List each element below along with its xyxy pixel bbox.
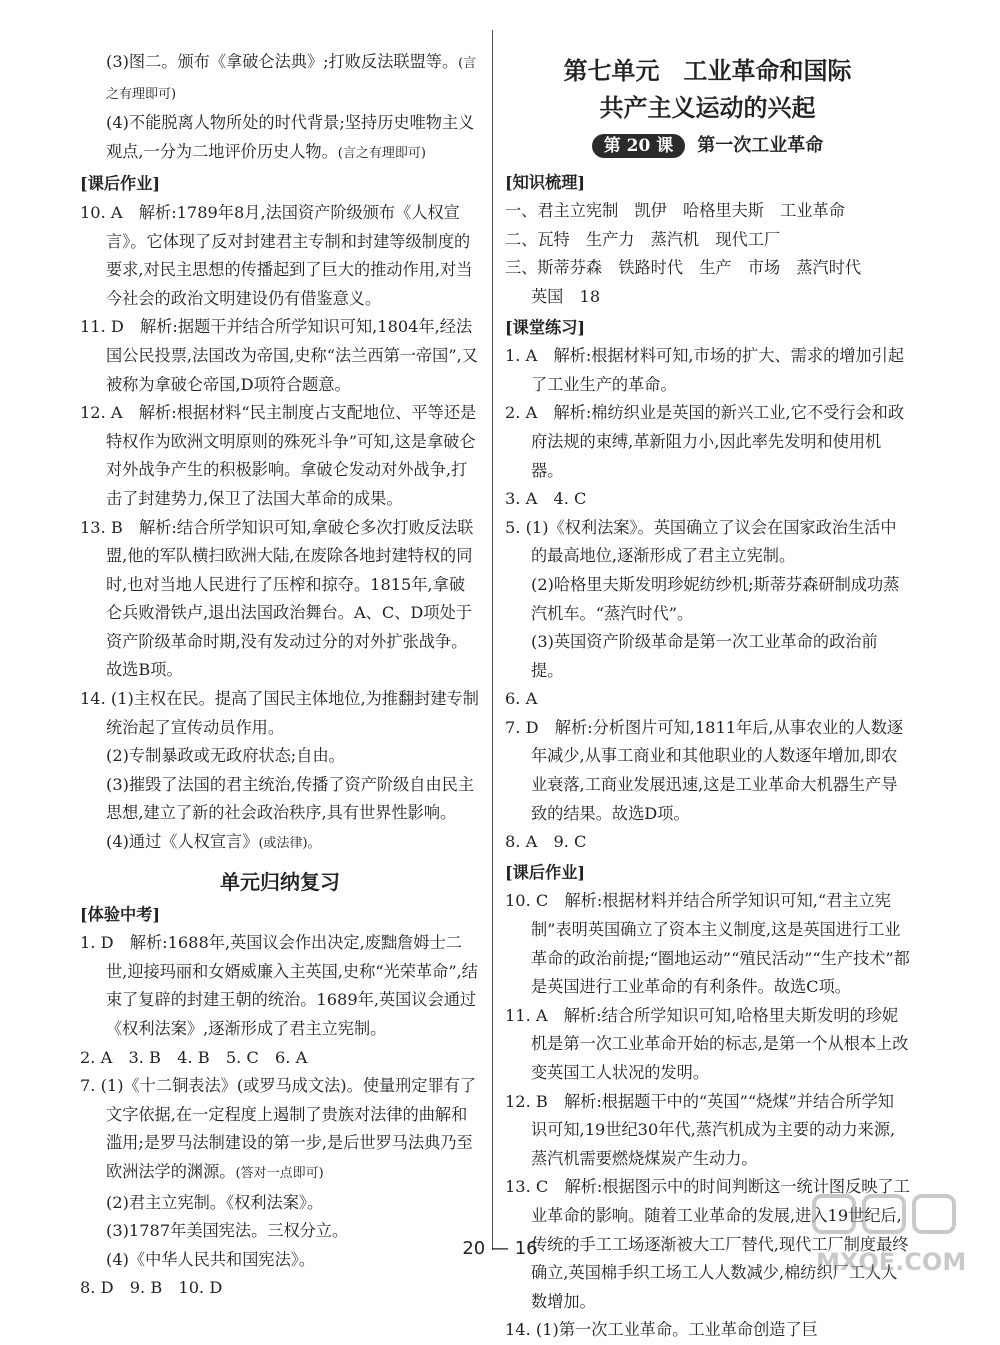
page-number: 20 — 16	[462, 1238, 538, 1259]
answer-item	[505, 714, 910, 828]
answer-item	[80, 313, 480, 399]
answer-text: 3. A 4. C	[505, 489, 587, 509]
answer-text: 单元归纳复习	[220, 869, 340, 894]
answer-text: 1. A 解析:根据材料可知,市场的扩大、需求的增加引起了工业生产的革命。	[505, 346, 905, 394]
answer-note: (或法律)。	[258, 836, 321, 852]
answer-text: (2)君主立宪制。《权利法案》。	[106, 1192, 324, 1212]
answer-text: 5. (1)《权利法案》。英国确立了议会在国家政治生活中的最高地位,逐渐形成了君主立宪制。	[505, 517, 897, 566]
answer-text: (3)英国资产阶级革命是第一次工业革命的政治前提。	[531, 632, 878, 680]
section-heading	[505, 314, 910, 343]
unit-title-line1: 第七单元 工业革命和国际	[563, 56, 852, 85]
answer-item	[505, 254, 910, 283]
answer-item	[80, 929, 480, 1043]
answer-text: 12. B 解析:根据题干中的“英国”“烧煤”并结合所学知识可知,19世纪30年代,蒸汽机成为主要的动力来源,蒸汽机需要燃烧煤炭产生动力。	[505, 1091, 896, 1168]
answer-text: 一、君主立宪制 凯伊 哈格里夫斯 工业革命	[505, 201, 845, 221]
answer-item	[505, 197, 910, 226]
answer-item	[80, 199, 480, 313]
answer-text: [知识梳理]	[505, 172, 586, 192]
answer-text: (4)不能脱离人物所处的时代背景;坚持历史唯物主义观点,一分为二地评价历史人物。	[106, 113, 475, 161]
answer-item	[80, 1044, 480, 1073]
answer-text: 13. C 解析:根据图示中的时间判断这一统计图反映了工业革命的影响。随着工业革命的发展,进入19世纪后,传统的手工工场逐渐被大工厂替代,现代工厂制度最终确立,英国棉手织工场工人人数减少,棉纺织厂工人人数增加。	[505, 1177, 910, 1311]
answer-text: 14. (1)主权在民。提高了国民主体地位,为推翻封建专制统治起了宣传动员作用。	[80, 689, 479, 737]
answer-text: [体验中考]	[80, 904, 161, 924]
lesson-badge: 第 20 课	[592, 134, 686, 158]
answer-note: (答对一点即可)	[235, 1165, 324, 1181]
answer-item	[80, 742, 480, 771]
answer-item	[505, 399, 910, 485]
answer-text: 12. A 解析:根据材料“民主制度占支配地位、平等还是特权作为欧洲文明原则的殊死斗争”可知,这是拿破仑对外战争产生的积极影响。拿破仑发动对外战争,打击了封建势力,保卫了法国大革命的成果。	[80, 403, 477, 508]
section-heading	[505, 169, 910, 198]
answer-text: 7. D 解析:分析图片可知,1811年后,从事农业的人数逐年减少,从事工商业和其他职业的人数逐年增加,即农业衰落,工商业发展迅速,这是工业革命大机器生产导致的结果。故选D项。	[505, 717, 904, 823]
review-title	[80, 865, 480, 899]
watermark-logo-icon	[810, 1190, 980, 1280]
answer-text: (2)专制暴政或无政府状态;自由。	[106, 746, 345, 766]
svg-text:MXQE.COM: MXQE.COM	[816, 1248, 967, 1276]
section-heading	[505, 859, 910, 888]
answer-text: 8. A 9. C	[505, 832, 587, 852]
answer-text: 二、瓦特 生产力 蒸汽机 现代工厂	[505, 229, 781, 249]
answer-item	[80, 514, 480, 686]
left-column	[80, 48, 480, 1303]
answer-text: (3)1787年美国宪法。三权分立。	[106, 1221, 349, 1241]
answer-text: 2. A 3. B 4. B 5. C 6. A	[80, 1047, 308, 1067]
answer-item	[505, 1088, 910, 1174]
answer-text: 10. C 解析:根据材料并结合所学知识可知,“君主立宪制”表明英国确立了资本主义制度,这是英国进行工业革命的政治前提;“圈地运动”“殖民活动”“生产技术”都是英国进行工业革命的有利条件。故选C项。	[505, 891, 910, 997]
answer-text: 13. B 解析:结合所学知识可知,拿破仑多次打败反法联盟,他的军队横扫欧洲大陆,在废除各地封建特权的同时,也对当地人民进行了压榨和掠夺。1815年,拿破仑兵败滑铁卢,退出法国政治舞台。A、C、D项处于资产阶级革命时期,没有发动过分的对外扩张战争。故选B项。	[80, 517, 474, 680]
answer-item	[80, 109, 480, 168]
unit-title	[505, 52, 910, 126]
answer-text: 7. (1)《十二铜表法》(或罗马成文法)。使量刑定罪有了文字依据,在一定程度上遏制了贵族对法律的曲解和滥用;是罗马法制建设的第一步,是后世罗马法典乃至欧洲法学的渊源。	[80, 1076, 477, 1181]
answer-text: 1. D 解析:1688年,英国议会作出决定,废黜詹姆士二世,迎接玛丽和女婿威廉入主英国,史称“光荣革命”,结束了复辟的封建王朝的统治。1689年,英国议会通过《权利法案》,逐渐形成了君主立宪制。	[80, 933, 478, 1038]
answer-item	[80, 1189, 480, 1218]
answer-text: (4)《中华人民共和国宪法》。	[106, 1249, 316, 1269]
answer-item	[80, 685, 480, 742]
answer-item	[80, 1072, 480, 1188]
section-heading	[80, 901, 480, 930]
answer-item	[80, 48, 480, 109]
answer-item	[80, 828, 480, 859]
answer-item	[505, 342, 910, 399]
answer-text: 11. A 解析:结合所学知识可知,哈格里夫斯发明的珍妮机是第一次工业革命开始的标志,是第一个从根本上改变英国工人状况的发明。	[505, 1005, 909, 1082]
answer-text: 三、斯蒂芬森 铁路时代 生产 市场 蒸汽时代	[505, 258, 862, 278]
answer-item	[505, 571, 910, 628]
answer-text: (4)通过《人权宣言》	[106, 832, 259, 852]
answer-item	[505, 685, 910, 714]
answer-item	[505, 226, 910, 255]
answer-text: 11. D 解析:据题干并结合所学知识可知,1804年,经法国公民投票,法国改为帝国,史称“法兰西第一帝国”,又被称为拿破仑帝国,D项符合题意。	[80, 317, 478, 394]
answer-item	[505, 628, 910, 685]
lesson-header	[505, 132, 910, 161]
answer-item	[505, 283, 910, 312]
answer-text: 英国 18	[531, 286, 601, 306]
answer-text: 14. (1)第一次工业革命。工业革命创造了巨	[505, 1320, 818, 1340]
right-column	[505, 48, 910, 1345]
answer-text: 8. D 9. B 10. D	[80, 1278, 223, 1298]
answer-note: (言之有理即可)	[106, 56, 477, 102]
answer-item	[505, 1002, 910, 1088]
unit-title-line2: 共产主义运动的兴起	[599, 93, 816, 122]
answer-text: 10. A 解析:1789年8月,法国资产阶级颁布《人权宣言》。它体现了反对封建君主专制和封建等级制度的要求,对民主思想的传播起到了巨大的推动作用,对当今社会的政治文明建设仍有借鉴意义。	[80, 202, 473, 308]
answer-item	[80, 771, 480, 828]
answer-note: (言之有理即可)	[337, 145, 426, 161]
answer-item	[505, 1316, 910, 1345]
answer-item	[505, 887, 910, 1001]
answer-text: 6. A	[505, 689, 538, 709]
answer-text: 2. A 解析:棉纺织业是英国的新兴工业,它不受行会和政府法规的束缚,革新阻力小,因此率先发明和使用机器。	[505, 403, 905, 480]
answer-text: (2)哈格里夫斯发明珍妮纺纱机;斯蒂芬森研制成功蒸汽机车。“蒸汽时代”。	[531, 574, 900, 623]
section-heading	[80, 170, 480, 199]
column-divider	[492, 30, 493, 1250]
right-answers	[505, 169, 910, 1345]
answer-text: [课堂练习]	[505, 317, 586, 337]
answer-text: [课后作业]	[80, 174, 161, 194]
lesson-title: 第一次工业革命	[697, 135, 824, 156]
answer-text: (3)图二。颁布《拿破仑法典》;打败反法联盟等。	[106, 52, 459, 71]
answer-text: (3)摧毁了法国的君主统治,传播了资产阶级自由民主思想,建立了新的社会政治秩序,具有世界性影响。	[106, 774, 475, 823]
answer-item	[505, 485, 910, 514]
answer-item	[505, 828, 910, 857]
answer-item	[80, 399, 480, 513]
answer-item	[505, 514, 910, 571]
answer-text: [课后作业]	[505, 862, 586, 882]
